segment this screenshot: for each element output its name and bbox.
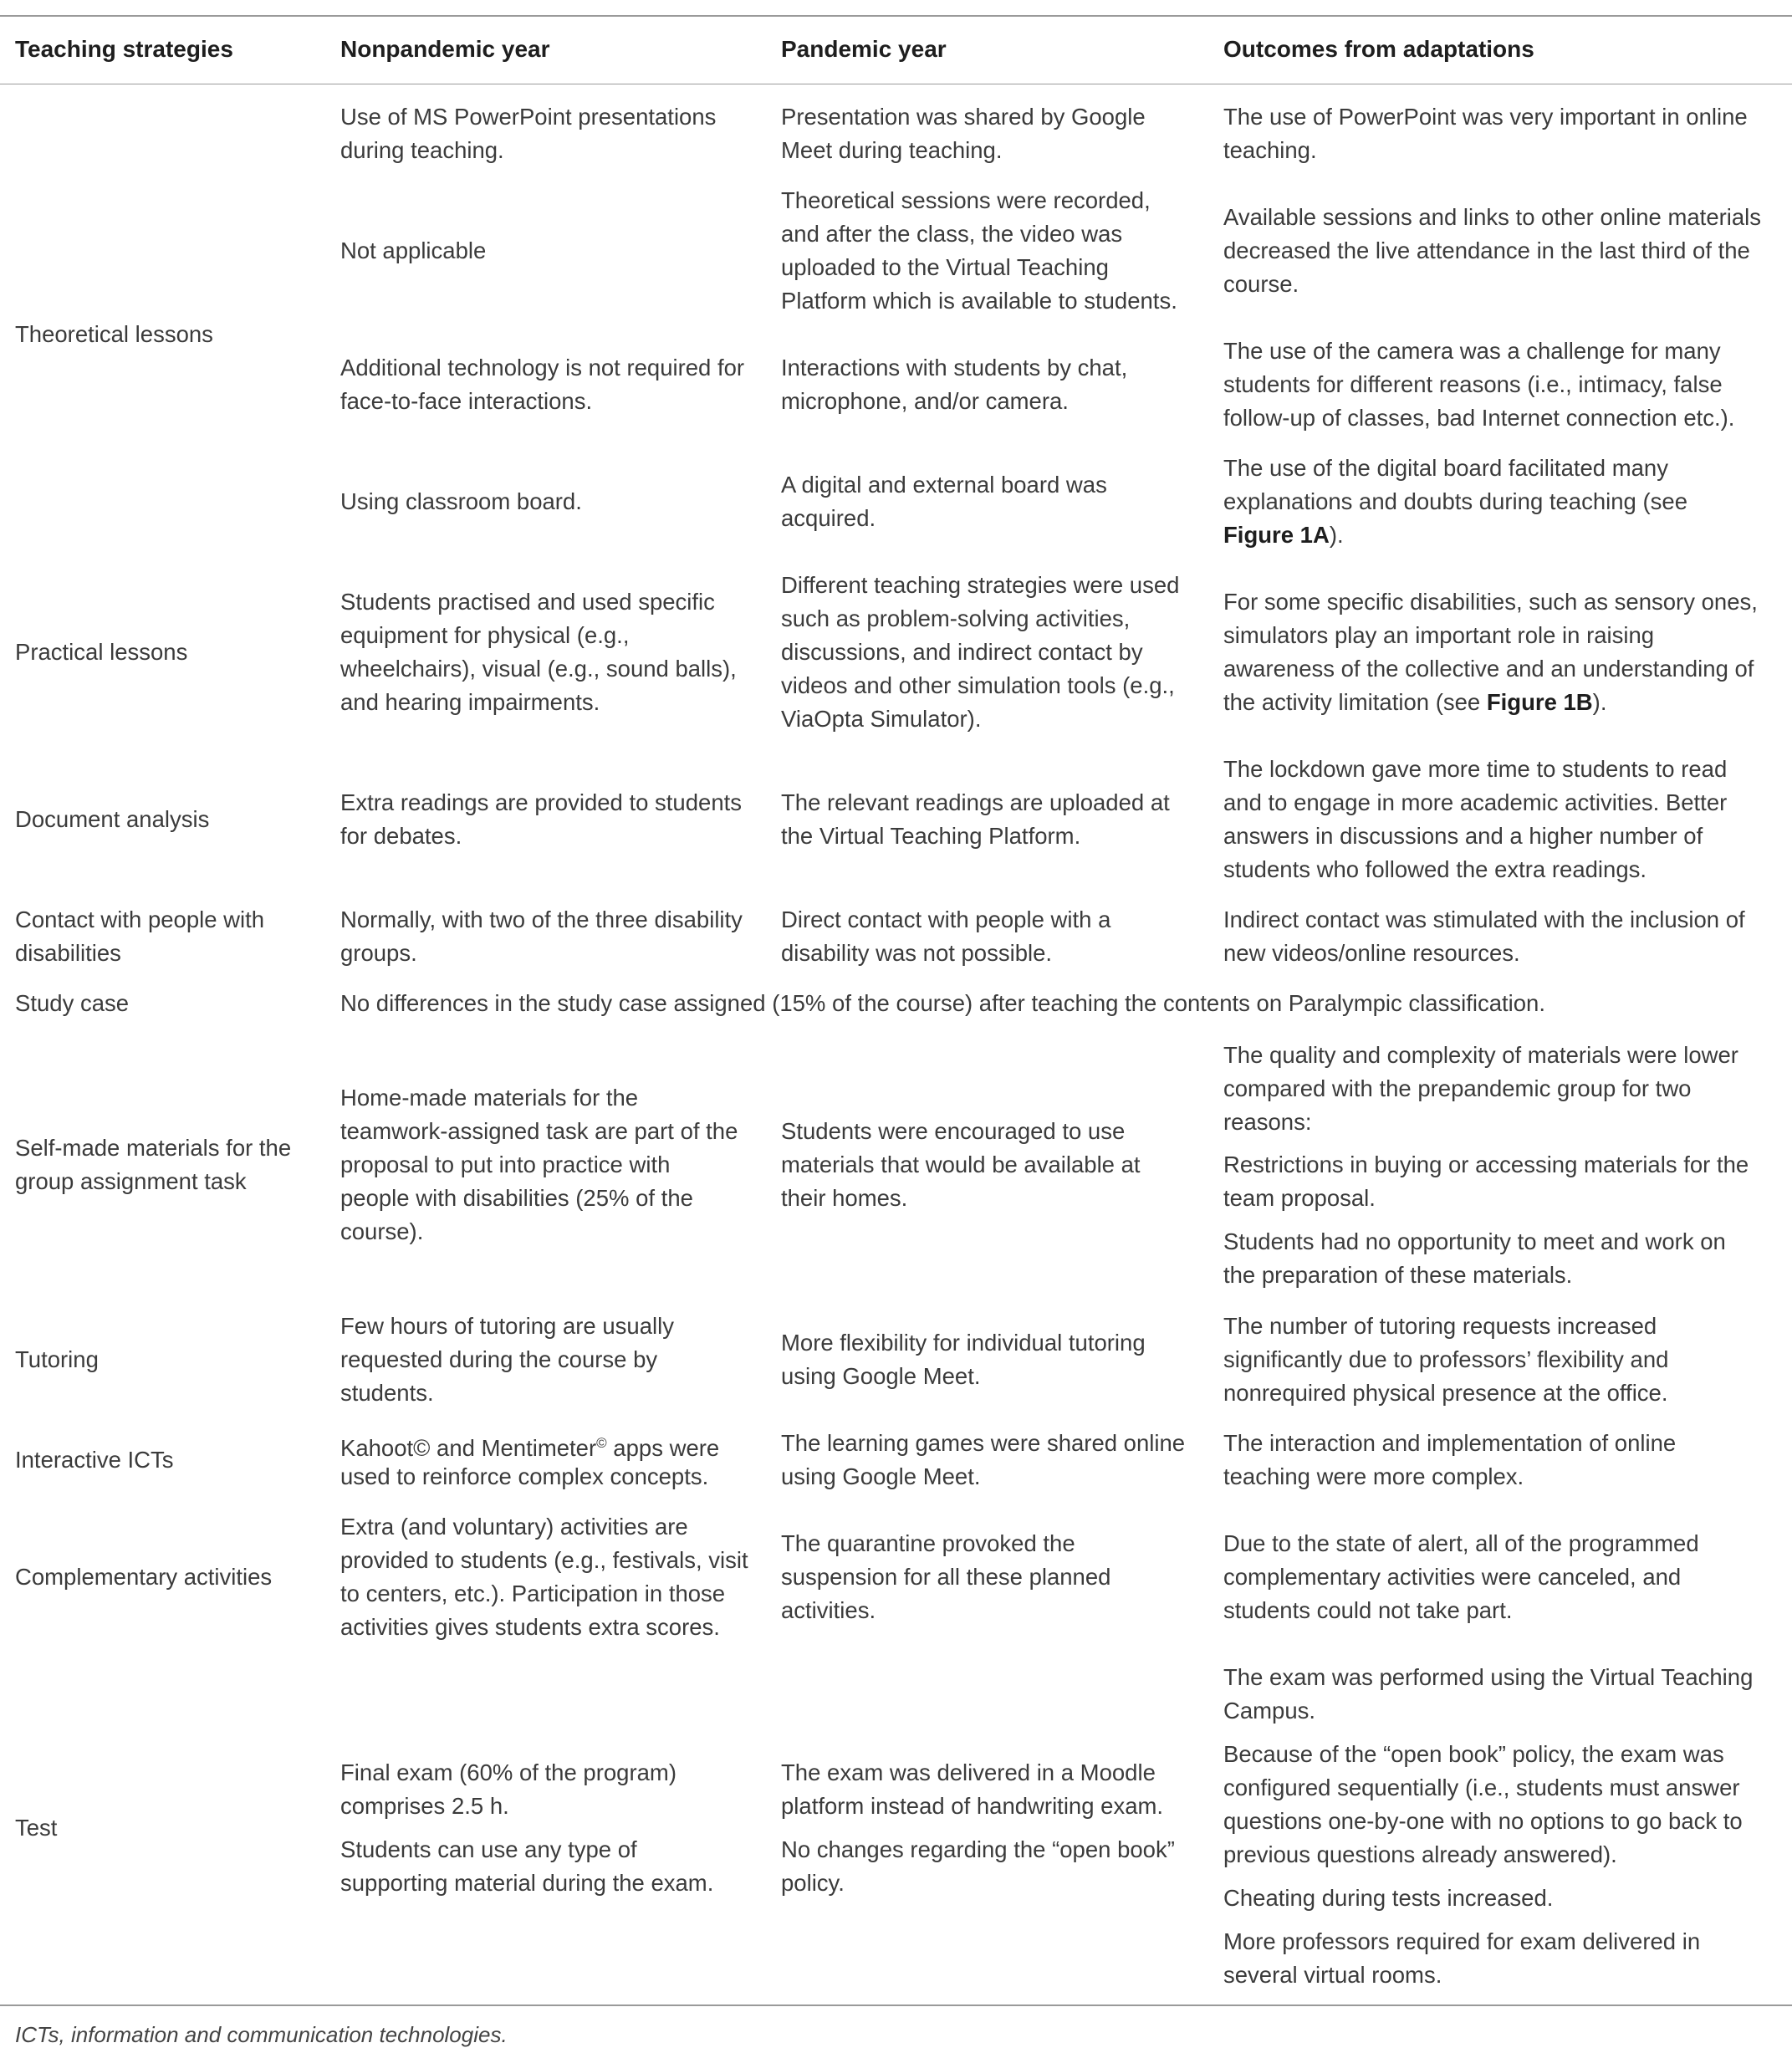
theoretical-4-pandemic-line-1: A digital and external board was <box>781 472 1107 498</box>
contact-nonpandemic-line-1: Normally, with two of the three disability <box>340 906 743 932</box>
selfmade-outcome-1-line-3: reasons: <box>1223 1109 1312 1135</box>
test-pandemic-1-line-2: platform instead of handwriting exam. <box>781 1793 1164 1819</box>
ict-nonpandemic-line-1: Kahoot© and Mentimeter© apps were <box>340 1435 720 1462</box>
theoretical-2-pandemic-line-1: Theoretical sessions were recorded, <box>781 187 1151 213</box>
tutoring-pandemic-line-2: using Google Meet. <box>781 1363 981 1389</box>
strategy-test: Test <box>15 1815 58 1841</box>
test-outcome-4-line-2: several virtual rooms. <box>1223 1962 1442 1988</box>
tutoring-nonpandemic-line-2: requested during the course by <box>340 1346 658 1372</box>
test-outcome-2-line-2: configured sequentially (i.e., students must answer <box>1223 1775 1740 1800</box>
theoretical-1-outcome-line-1: The use of PowerPoint was very important in online <box>1223 104 1748 130</box>
test-pandemic-2-line-1: No changes regarding the “open book” <box>781 1836 1175 1862</box>
practical-outcome-line-3: awareness of the collective and an understanding of <box>1223 656 1754 682</box>
test-nonpandemic-1-line-1: Final exam (60% of the program) <box>340 1759 676 1785</box>
selfmade-nonpandemic-line-3: proposal to put into practice with <box>340 1152 671 1177</box>
tutoring-outcome-line-1: The number of tutoring requests increased <box>1223 1313 1657 1339</box>
practical-outcome-line-2: simulators play an important role in raising <box>1223 622 1655 648</box>
strategy-practical: Practical lessons <box>15 639 188 665</box>
complementary-pandemic-line-1: The quarantine provoked the <box>781 1530 1075 1556</box>
selfmade-nonpandemic-line-2: teamwork-assigned task are part of the <box>340 1118 738 1144</box>
theoretical-1-nonpandemic-line-2: during teaching. <box>340 137 504 163</box>
theoretical-1-pandemic-line-1: Presentation was shared by Google <box>781 104 1146 130</box>
theoretical-2-nonpandemic-line-1: Not applicable <box>340 237 487 263</box>
strategy-complementary-activities: Complementary activities <box>15 1564 273 1590</box>
column-header-strategies: Teaching strategies <box>15 36 233 62</box>
complementary-outcome-line-2: complementary activities were canceled, and <box>1223 1564 1682 1590</box>
theoretical-4-pandemic-line-2: acquired. <box>781 505 876 531</box>
practical-nonpandemic-line-3: wheelchairs), visual (e.g., sound balls), <box>340 656 737 682</box>
ict-pandemic-line-2: using Google Meet. <box>781 1463 981 1489</box>
ict-outcome-line-2: teaching were more complex. <box>1223 1463 1524 1489</box>
theoretical-2-pandemic-line-4: Platform which is available to students. <box>781 288 1177 314</box>
selfmade-outcome-1-line-1: The quality and complexity of materials were lower <box>1223 1042 1738 1068</box>
theoretical-1-outcome-line-2: teaching. <box>1223 137 1317 163</box>
document-nonpandemic-line-2: for debates. <box>340 823 462 849</box>
document-pandemic-line-2: the Virtual Teaching Platform. <box>781 823 1081 849</box>
tutoring-nonpandemic-line-1: Few hours of tutoring are usually <box>340 1313 674 1339</box>
selfmade-pandemic-line-1: Students were encouraged to use <box>781 1118 1126 1144</box>
ict-nonpandemic-line-2: used to reinforce complex concepts. <box>340 1463 709 1489</box>
test-nonpandemic-1-line-2: comprises 2.5 h. <box>340 1793 509 1819</box>
selfmade-outcome-1-line-2: compared with the prepandemic group for two <box>1223 1075 1692 1101</box>
theoretical-3-pandemic-line-2: microphone, and/or camera. <box>781 388 1069 414</box>
complementary-pandemic-line-3: activities. <box>781 1597 876 1623</box>
selfmade-pandemic-line-3: their homes. <box>781 1185 908 1211</box>
complementary-nonpandemic-line-3: to centers, etc.). Participation in those <box>340 1581 726 1606</box>
practical-nonpandemic-line-1: Students practised and used specific <box>340 589 715 615</box>
theoretical-2-outcome-line-2: decreased the live attendance in the last third of the <box>1223 237 1750 263</box>
column-header-outcomes: Outcomes from adaptations <box>1223 36 1534 62</box>
figure-1b-reference: Figure 1B <box>1486 689 1593 715</box>
strategy-interactive-icts: Interactive ICTs <box>15 1447 174 1473</box>
theoretical-2-pandemic-line-3: uploaded to the Virtual Teaching <box>781 254 1109 280</box>
strategy-document-analysis: Document analysis <box>15 806 210 832</box>
contact-outcome-line-1: Indirect contact was stimulated with the inclusion of <box>1223 906 1745 932</box>
theoretical-3-nonpandemic-line-1: Additional technology is not required for <box>340 355 745 380</box>
theoretical-4-outcome-line-1: The use of the digital board facilitated many <box>1223 455 1668 481</box>
table-footnote: ICTs, information and communication technologies. <box>15 2022 508 2047</box>
selfmade-nonpandemic-line-1: Home-made materials for the <box>340 1085 639 1111</box>
tutoring-pandemic-line-1: More flexibility for individual tutoring <box>781 1330 1146 1356</box>
selfmade-nonpandemic-line-5: course). <box>340 1218 424 1244</box>
theoretical-4-outcome-line-2: explanations and doubts during teaching (see <box>1223 488 1687 514</box>
theoretical-1-pandemic-line-2: Meet during teaching. <box>781 137 1003 163</box>
complementary-nonpandemic-line-4: activities gives students extra scores. <box>340 1614 720 1640</box>
complementary-nonpandemic-line-1: Extra (and voluntary) activities are <box>340 1514 688 1540</box>
column-header-nonpandemic: Nonpandemic year <box>340 36 550 62</box>
complementary-nonpandemic-line-2: provided to students (e.g., festivals, visit <box>340 1547 748 1573</box>
column-header-pandemic: Pandemic year <box>781 36 947 62</box>
ict-pandemic-line-1: The learning games were shared online <box>781 1430 1186 1456</box>
document-outcome-line-3: answers in discussions and a higher number of <box>1223 823 1703 849</box>
theoretical-1-nonpandemic-line-1: Use of MS PowerPoint presentations <box>340 104 717 130</box>
document-outcome-line-2: and to engage in more academic activities. Better <box>1223 789 1728 815</box>
complementary-pandemic-line-2: suspension for all these planned <box>781 1564 1111 1590</box>
contact-outcome-line-2: new videos/online resources. <box>1223 940 1520 966</box>
document-pandemic-line-1: The relevant readings are uploaded at <box>781 789 1170 815</box>
test-pandemic-1-line-1: The exam was delivered in a Moodle <box>781 1759 1156 1785</box>
study-case-spanning-text: No differences in the study case assigned (15% of the course) after teaching the contents on Paralympic classification. <box>340 990 1545 1016</box>
practical-nonpandemic-line-4: and hearing impairments. <box>340 689 600 715</box>
theoretical-4-nonpandemic-line-1: Using classroom board. <box>340 488 582 514</box>
strategy-selfmade-line-1: Self-made materials for the <box>15 1135 292 1161</box>
contact-pandemic-line-2: disability was not possible. <box>781 940 1053 966</box>
test-outcome-1-line-1: The exam was performed using the Virtual Teaching <box>1223 1664 1754 1690</box>
test-outcome-3-line-1: Cheating during tests increased. <box>1223 1885 1554 1911</box>
test-outcome-1-line-2: Campus. <box>1223 1698 1316 1724</box>
strategy-contact-line-2: disabilities <box>15 940 121 966</box>
practical-pandemic-line-2: such as problem-solving activities, <box>781 605 1131 631</box>
practical-outcome-line-1: For some specific disabilities, such as sensory ones, <box>1223 589 1758 615</box>
theoretical-4-outcome-line-3: Figure 1A). <box>1223 522 1344 548</box>
theoretical-2-pandemic-line-2: and after the class, the video was <box>781 221 1123 247</box>
selfmade-outcome-2-line-1: Restrictions in buying or accessing materials for the <box>1223 1152 1749 1177</box>
strategy-selfmade-line-2: group assignment task <box>15 1168 247 1194</box>
document-nonpandemic-line-1: Extra readings are provided to students <box>340 789 743 815</box>
tutoring-outcome-line-3: nonrequired physical presence at the office. <box>1223 1380 1668 1406</box>
theoretical-2-outcome-line-1: Available sessions and links to other online materials <box>1223 204 1762 230</box>
contact-pandemic-line-1: Direct contact with people with a <box>781 906 1111 932</box>
practical-pandemic-line-1: Different teaching strategies were used <box>781 572 1180 598</box>
practical-pandemic-line-5: ViaOpta Simulator). <box>781 706 982 732</box>
test-nonpandemic-2-line-1: Students can use any type of <box>340 1836 637 1862</box>
ict-outcome-line-1: The interaction and implementation of online <box>1223 1430 1677 1456</box>
contact-nonpandemic-line-2: groups. <box>340 940 417 966</box>
test-outcome-4-line-1: More professors required for exam delivered in <box>1223 1928 1701 1954</box>
test-outcome-2-line-1: Because of the “open book” policy, the exam was <box>1223 1741 1724 1767</box>
document-outcome-line-1: The lockdown gave more time to students to read <box>1223 756 1728 782</box>
theoretical-3-outcome-line-1: The use of the camera was a challenge for many <box>1223 338 1721 364</box>
theoretical-3-outcome-line-3: follow-up of classes, bad Internet connection etc.). <box>1223 405 1735 431</box>
selfmade-outcome-3-line-2: the preparation of these materials. <box>1223 1262 1573 1288</box>
theoretical-2-outcome-line-3: course. <box>1223 271 1299 297</box>
test-outcome-2-line-3: questions one-by-one with no options to go back to <box>1223 1808 1743 1834</box>
test-outcome-2-line-4: previous questions already answered). <box>1223 1841 1617 1867</box>
table-top-rule <box>0 15 1792 17</box>
practical-pandemic-line-4: videos and other simulation tools (e.g., <box>781 672 1175 698</box>
selfmade-outcome-2-line-2: team proposal. <box>1223 1185 1376 1211</box>
selfmade-pandemic-line-2: materials that would be available at <box>781 1152 1141 1177</box>
complementary-outcome-line-1: Due to the state of alert, all of the programmed <box>1223 1530 1699 1556</box>
practical-pandemic-line-3: discussions, and indirect contact by <box>781 639 1143 665</box>
theoretical-3-outcome-line-2: students for different reasons (i.e., intimacy, false <box>1223 371 1723 397</box>
strategy-contact-line-1: Contact with people with <box>15 906 265 932</box>
tutoring-outcome-line-2: significantly due to professors’ flexibility and <box>1223 1346 1669 1372</box>
tutoring-nonpandemic-line-3: students. <box>340 1380 434 1406</box>
practical-nonpandemic-line-2: equipment for physical (e.g., <box>340 622 630 648</box>
figure-1a-reference: Figure 1A <box>1223 522 1330 548</box>
selfmade-outcome-3-line-1: Students had no opportunity to meet and work on <box>1223 1228 1726 1254</box>
table-bottom-rule <box>0 2004 1792 2006</box>
document-outcome-line-4: students who followed the extra readings. <box>1223 856 1646 882</box>
theoretical-3-pandemic-line-1: Interactions with students by chat, <box>781 355 1128 380</box>
test-nonpandemic-2-line-2: supporting material during the exam. <box>340 1870 714 1896</box>
theoretical-3-nonpandemic-line-2: face-to-face interactions. <box>340 388 593 414</box>
strategy-tutoring: Tutoring <box>15 1346 99 1372</box>
strategy-theoretical: Theoretical lessons <box>15 321 213 347</box>
test-pandemic-2-line-2: policy. <box>781 1870 845 1896</box>
strategy-study-case: Study case <box>15 990 130 1016</box>
practical-outcome-line-4: the activity limitation (see Figure 1B). <box>1223 689 1607 715</box>
complementary-outcome-line-3: students could not take part. <box>1223 1597 1513 1623</box>
selfmade-nonpandemic-line-4: people with disabilities (25% of the <box>340 1185 693 1211</box>
